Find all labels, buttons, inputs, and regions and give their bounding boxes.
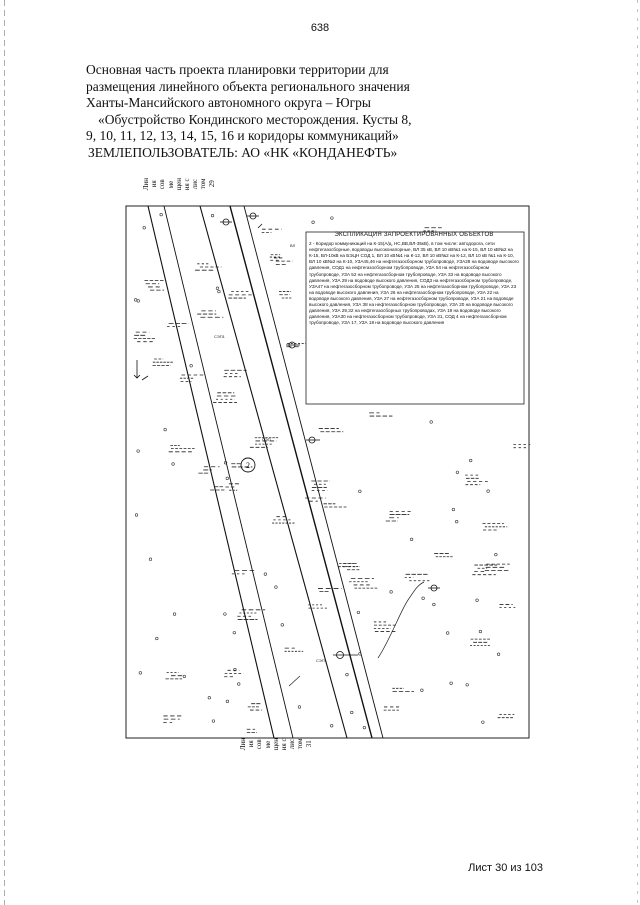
label-part: ия с bbox=[183, 178, 192, 191]
vegetation-symbol bbox=[156, 637, 159, 640]
winding-track bbox=[378, 582, 424, 658]
title-line: 9, 10, 11, 12, 13, 14, 15, 16 и коридоры коммуникаций» bbox=[86, 128, 399, 143]
vegetation-symbol bbox=[143, 226, 146, 229]
vegetation-symbol bbox=[357, 611, 360, 614]
vegetation-symbol bbox=[216, 287, 219, 290]
label-part: 31 bbox=[304, 740, 313, 748]
vegetation-symbol bbox=[495, 553, 498, 556]
vegetation-symbol bbox=[346, 673, 349, 676]
vegetation-symbol bbox=[482, 721, 485, 724]
label-part: Лин bbox=[239, 738, 247, 751]
map-label: СЭП1 bbox=[214, 334, 225, 339]
vegetation-symbol bbox=[164, 428, 167, 431]
vegetation-symbol bbox=[173, 613, 176, 616]
vegetation-symbol bbox=[421, 689, 424, 692]
label-part: ме bbox=[166, 180, 175, 188]
vegetation-symbol bbox=[466, 683, 469, 686]
title-line: Основная часть проекта планировки территории для bbox=[86, 62, 389, 77]
vegetation-symbol bbox=[224, 613, 227, 616]
vegetation-symbol bbox=[410, 538, 413, 541]
label-part: ия bbox=[150, 180, 159, 188]
vegetation-symbol bbox=[331, 217, 334, 220]
vegetation-symbol bbox=[487, 490, 490, 493]
vegetation-symbol bbox=[233, 631, 236, 634]
vegetation-symbol bbox=[212, 720, 215, 723]
vegetation-symbol bbox=[476, 599, 479, 602]
vegetation-symbol bbox=[139, 672, 142, 675]
label-part: лис bbox=[191, 178, 200, 190]
sheet-counter: Лист 30 из 103 bbox=[468, 862, 543, 874]
vegetation-symbol bbox=[190, 364, 193, 367]
title-line: ЗЕМЛЕПОЛЬЗОВАТЕЛЬ: АО «НК «КОНДАНЕФТЬ» bbox=[88, 144, 398, 160]
vegetation-symbol bbox=[363, 726, 366, 729]
title-line: Ханты-Мансийского автономного округа – Югры bbox=[86, 95, 371, 110]
vegetation-symbol bbox=[135, 514, 138, 517]
vegetation-symbol bbox=[430, 421, 433, 424]
vegetation-symbol bbox=[218, 290, 221, 293]
legend-item bbox=[306, 241, 522, 326]
vegetation-symbol bbox=[497, 653, 500, 656]
label-part: сов bbox=[255, 739, 264, 750]
label-part: ме bbox=[263, 740, 272, 748]
vegetation-symbol bbox=[226, 477, 229, 480]
corridor-line bbox=[148, 206, 274, 738]
label-part: 29 bbox=[207, 180, 216, 188]
vegetation-symbol bbox=[281, 624, 284, 627]
vegetation-symbol bbox=[275, 586, 278, 589]
label-part: щен bbox=[271, 738, 280, 751]
vegetation-symbol bbox=[456, 471, 459, 474]
vegetation-symbol bbox=[446, 632, 449, 635]
vegetation-symbol bbox=[350, 711, 353, 714]
vegetation-symbol bbox=[172, 463, 175, 466]
page-number: 638 bbox=[310, 22, 330, 34]
label-part: сов bbox=[158, 179, 167, 190]
explication-legend bbox=[306, 232, 522, 402]
legend-item-text: Коридор коммуникаций на К-15(А/д, НС,ВВ,ВЛ-35кВ), в том числе: автодорога, сети нефтегазосборные, водоводы высоконапорные, ВЛ 35 кВ, ВЛ 10 кВ№1 на К-15, ВЛ 10 кВ№2 на К-15, ВЛ-10кВ на БЭЦН СОД 1, ВЛ 10 кВ№1 на К-12, ВЛ 10 кВ№2 на К-12, ВЛ 10 кВ №1 на К-10, ВЛ 10 кВ№2 на К-10, УЗА45,46 на нефтегазосборном трубопроводе, УЗА28 на водоводе высокого давления, СОД1 на нефтегазосборном трубопроводе, УЗА 54 на нефтегазосборном трубопроводе, УЗА 52 на нефтегазосборном трубопроводе, УЗА 33 на водоводе высокого давления, УЗА 29 на водоводе высокого давления, СОД3 на нефтегазосборном трубопроводе, УЗА47 на нефтегазосборном трубопроводе, УЗА 25 на нефтегазосборном трубопроводе, УЗА 23 на водоводе высокого давления, УЗА 26 на нефтегазосборном трубопроводе, УЗА 22 на водоводе высокого давления, УЗА 27 на нефтегазосборном трубопроводе, УЗА 21 на водоводе высокого давления, УЗА 38 на нефтегазосборном трубопроводе, УЗА 20 на водоводе высокого давления, УЗА 29,32 на нефтегазосборных трубопроводах, УЗА 19 на водоводе высокого давления, УЗА30 на нефтегазосборном трубопроводе, УЗА 31, СОД 4 на нефтегазосборном трубопроводе, УЗА 17, УЗА 18 на водоводе высокого давления bbox=[309, 241, 519, 326]
vegetation-symbol bbox=[452, 508, 455, 511]
legend-item-dash: - bbox=[312, 241, 316, 247]
vegetation-symbol bbox=[330, 724, 333, 727]
label-part: щен bbox=[174, 178, 183, 191]
legend-item-number: 2 bbox=[309, 241, 312, 247]
vegetation-symbol bbox=[359, 490, 362, 493]
vegetation-symbol bbox=[298, 706, 301, 709]
vegetation-symbol bbox=[312, 221, 315, 224]
title-line: размещения линейного объекта регионального значения bbox=[86, 78, 410, 94]
vegetation-symbol bbox=[237, 683, 240, 686]
vegetation-symbol bbox=[160, 213, 163, 216]
vegetation-symbol bbox=[450, 682, 453, 685]
vegetation-symbol bbox=[264, 573, 267, 576]
object-marker-number: 2 bbox=[246, 461, 250, 470]
map-marks bbox=[134, 224, 262, 380]
vegetation-symbol bbox=[211, 214, 214, 217]
vegetation-symbol bbox=[455, 520, 458, 523]
label-part: том bbox=[296, 738, 305, 750]
vegetation-symbol bbox=[149, 558, 152, 561]
vegetation-symbol bbox=[390, 591, 393, 594]
map-label: СЭП1 bbox=[316, 658, 327, 663]
vegetation-symbol bbox=[208, 696, 211, 699]
label-part: Лин bbox=[142, 178, 150, 191]
vegetation-symbol bbox=[479, 630, 482, 633]
short-track bbox=[289, 676, 300, 686]
map-label: СЭП bbox=[262, 437, 271, 442]
vegetation-symbol bbox=[137, 300, 140, 303]
label-part: лис bbox=[288, 738, 297, 750]
label-part: том bbox=[199, 178, 208, 190]
vegetation-symbol bbox=[469, 459, 472, 462]
vegetation-symbol bbox=[422, 597, 425, 600]
vegetation-symbol bbox=[134, 299, 137, 302]
vegetation-symbol bbox=[137, 450, 140, 453]
label-part: ия с bbox=[280, 738, 289, 751]
vegetation-symbol bbox=[433, 603, 436, 606]
label-part: ия bbox=[247, 740, 256, 748]
vegetation-symbol bbox=[226, 700, 229, 703]
title-line: «Обустройство Кондинского месторождения. Кусты 8, bbox=[98, 111, 412, 127]
legend-title: ЭКСПЛИКАЦИЯ ЗАПРОЕКТИРОВАННЫХ ОБЪЕКТОВ bbox=[334, 232, 494, 238]
map-label: ВЛ bbox=[290, 243, 296, 248]
